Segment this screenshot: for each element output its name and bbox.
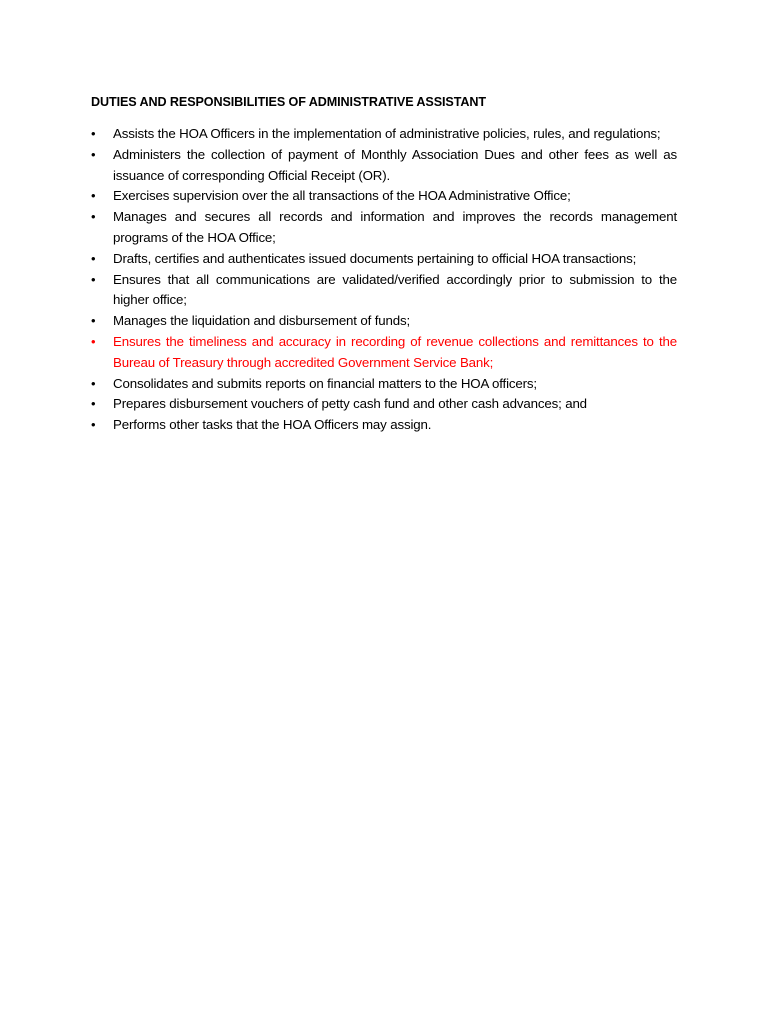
bullet-icon: • bbox=[91, 126, 96, 141]
list-item bbox=[91, 394, 677, 415]
bullet-icon: • bbox=[91, 375, 96, 391]
bullet-icon: • bbox=[91, 271, 96, 287]
list-item bbox=[91, 249, 677, 270]
bullet-icon: • bbox=[91, 333, 96, 349]
bullet-icon: • bbox=[91, 417, 96, 433]
duties-list bbox=[91, 124, 677, 436]
bullet-icon: • bbox=[91, 188, 96, 204]
list-item bbox=[91, 270, 677, 312]
list-item-text: Consolidates and submits reports on financial matters to the HOA officers; bbox=[113, 375, 537, 391]
list-item bbox=[91, 145, 677, 187]
bullet-icon: • bbox=[91, 313, 96, 329]
list-item bbox=[91, 186, 677, 207]
list-item bbox=[91, 124, 677, 145]
list-item-text: Administers the collection of payment of Monthly Association Dues and other fees as well as issuance of corresponding Official Receipt (OR). bbox=[113, 146, 677, 183]
bullet-icon: • bbox=[91, 146, 96, 162]
bullet-icon: • bbox=[91, 250, 96, 266]
list-item-text: Prepares disbursement vouchers of petty cash fund and other cash advances; and bbox=[113, 396, 587, 412]
list-item-text: Manages and secures all records and information and improves the records management programs of the HOA Office; bbox=[113, 209, 677, 245]
list-item-text: Assists the HOA Officers in the implementation of administrative policies, rules, and regulations; bbox=[113, 126, 661, 141]
list-item-text: Ensures that all communications are validated/verified accordingly prior to submission to the higher office; bbox=[113, 271, 677, 308]
list-item bbox=[91, 207, 677, 249]
bullet-icon: • bbox=[91, 209, 96, 225]
list-item-text: Exercises supervision over the all transactions of the HOA Administrative Office; bbox=[113, 188, 571, 204]
list-item-text: Ensures the timeliness and accuracy in recording of revenue collections and remittances to the Bureau of Treasury through accredited Government Service Bank; bbox=[113, 333, 677, 370]
list-item bbox=[91, 374, 677, 395]
list-item-text: Performs other tasks that the HOA Officers may assign. bbox=[113, 417, 432, 433]
bullet-icon: • bbox=[91, 396, 96, 412]
list-item bbox=[91, 415, 677, 436]
document-title: DUTIES AND RESPONSIBILITIES OF ADMINISTRATIVE ASSISTANT bbox=[91, 95, 486, 109]
list-item-highlighted bbox=[91, 332, 677, 374]
list-item bbox=[91, 311, 677, 332]
list-item-text: Manages the liquidation and disbursement of funds; bbox=[113, 313, 411, 329]
list-item-text: Drafts, certifies and authenticates issued documents pertaining to official HOA transactions; bbox=[113, 250, 637, 266]
